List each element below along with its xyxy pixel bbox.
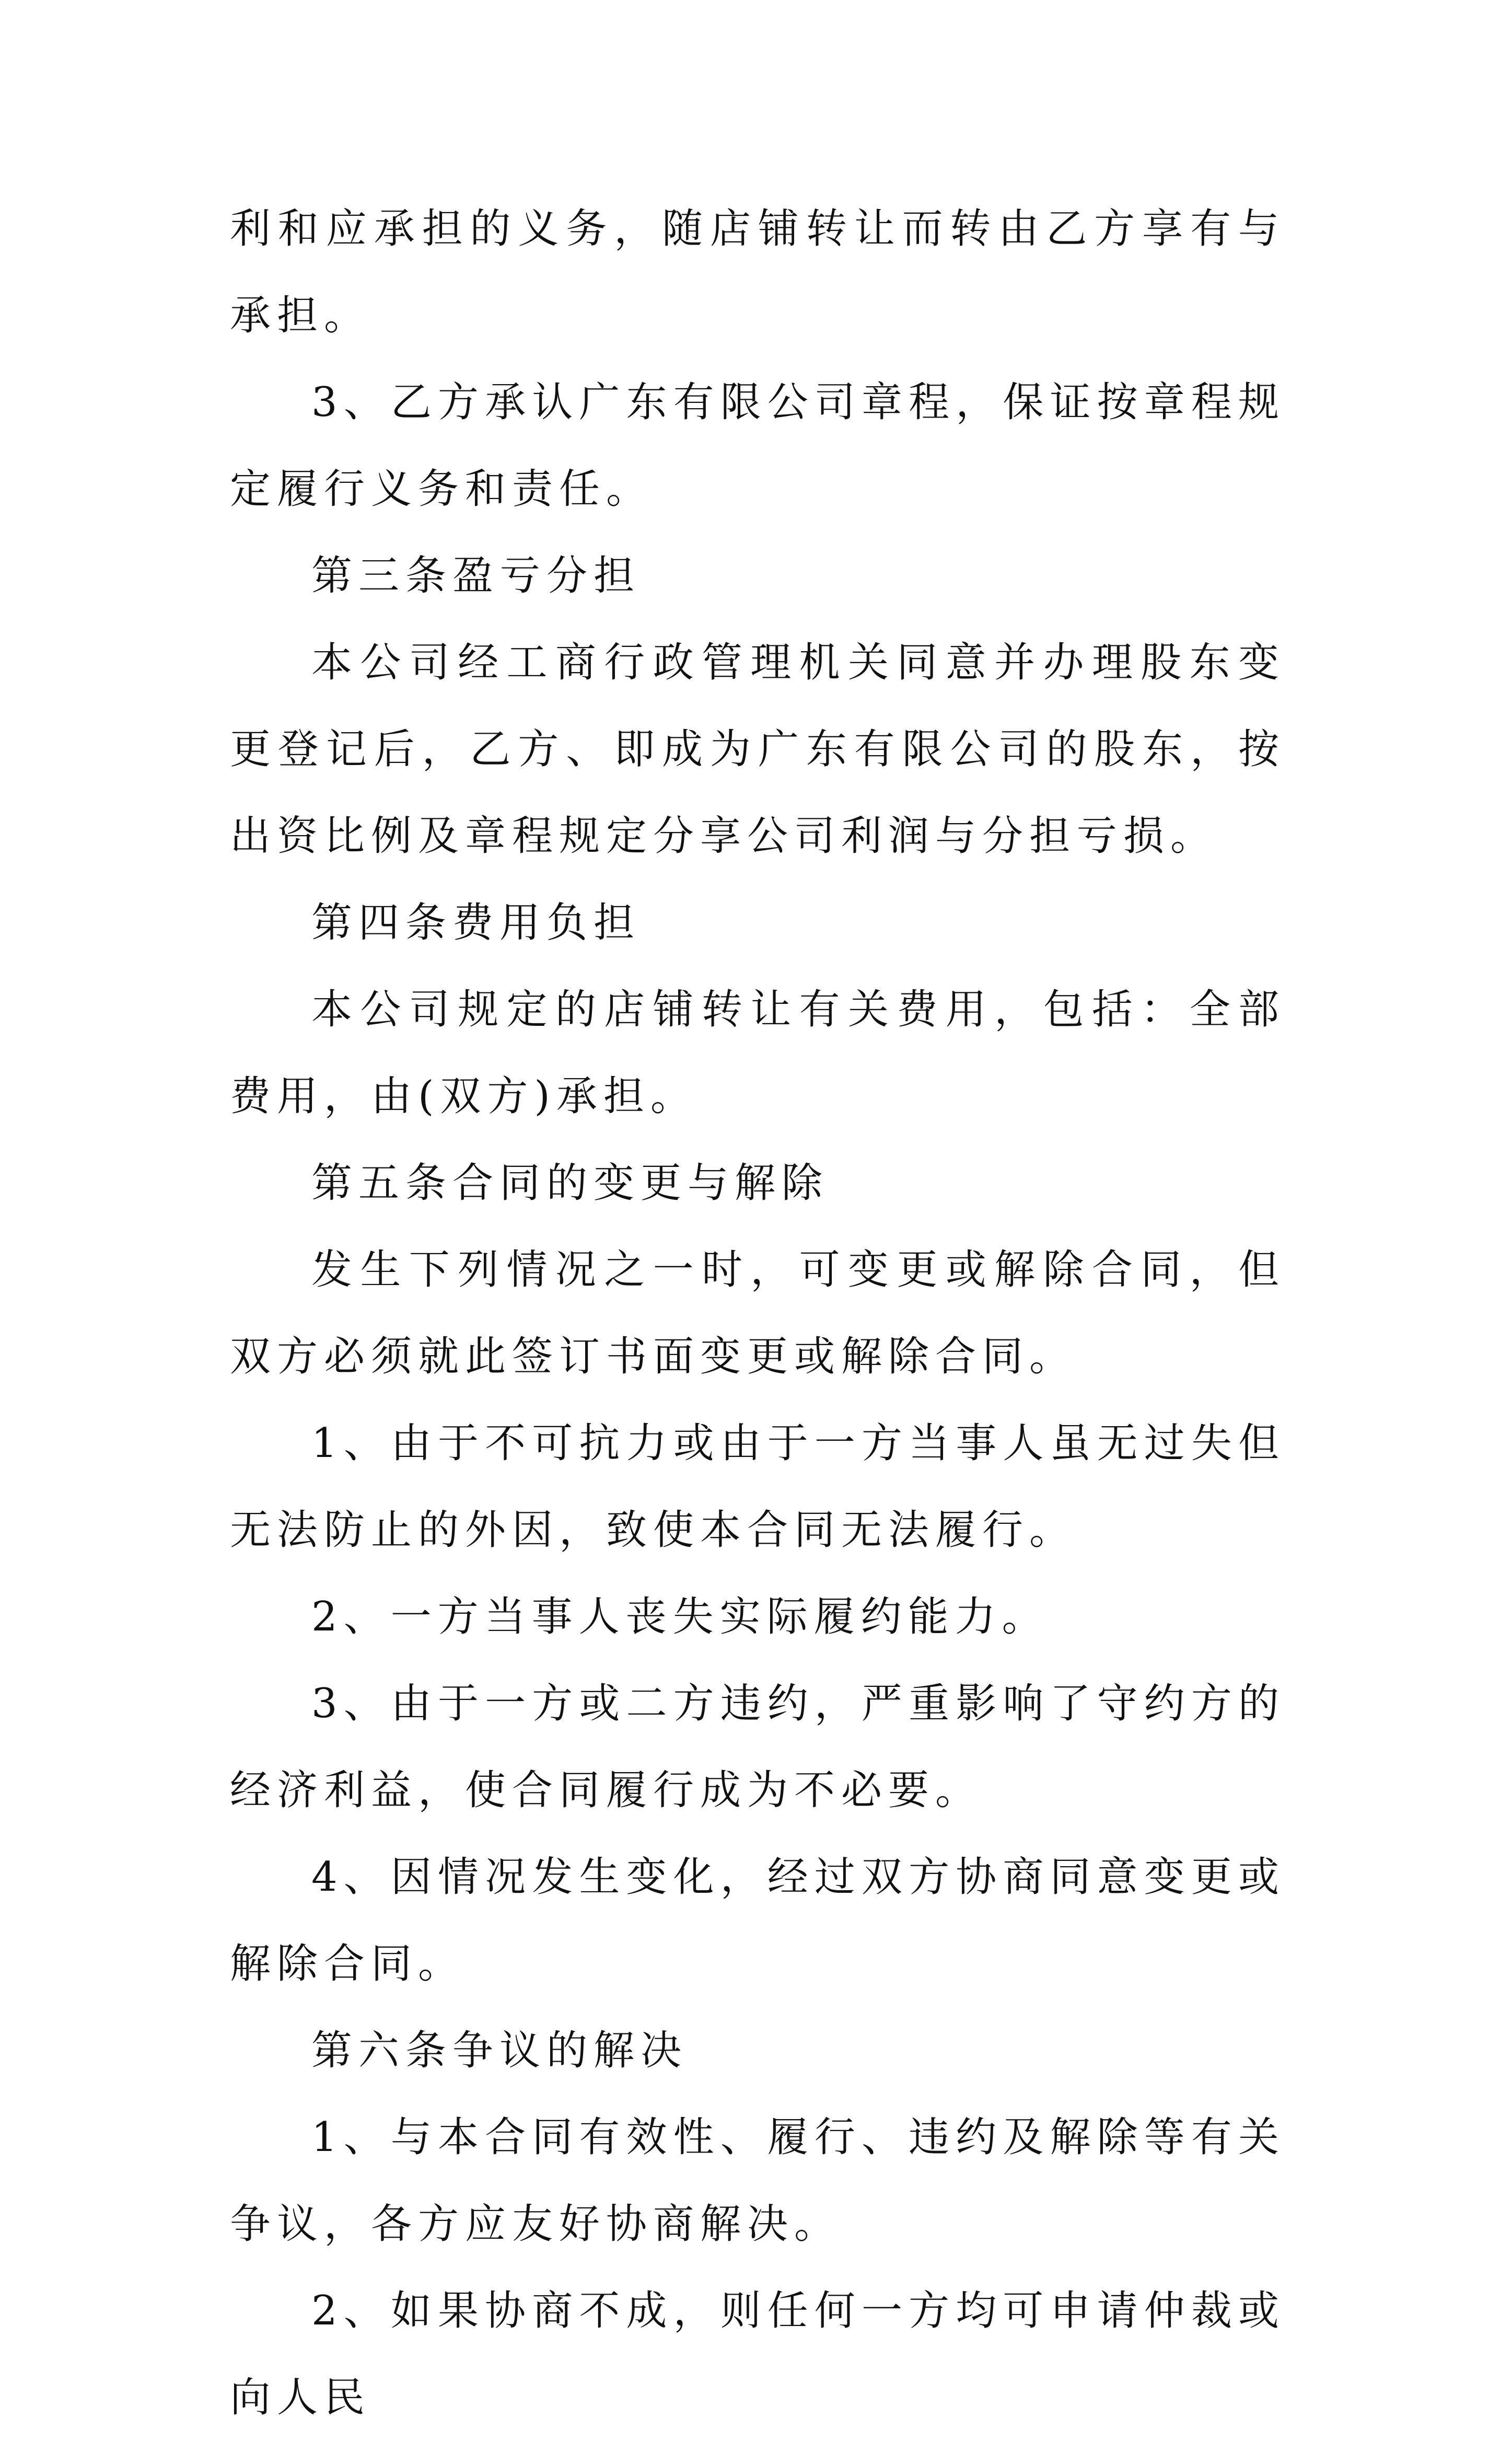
paragraph-article-3-body: 本公司经工商行政管理机关同意并办理股东变更登记后，乙方、即成为广东有限公司的股东，按出资比例及章程规定分享公司利润与分担亏损。 (230, 639, 1285, 860)
section-heading-article-5: 第五条合同的变更与解除 (311, 1160, 829, 1207)
paragraph-article-5-item-1: 1、由于不可抗力或由于一方当事人虽无过失但无法防止的外因，致使本合同无法履行。 (230, 1420, 1285, 1554)
document-body (230, 186, 1285, 2441)
paragraph-article-6-item-1: 1、与本合同有效性、履行、违约及解除等有关争议，各方应友好协商解决。 (230, 2114, 1285, 2248)
paragraph-article-5-intro: 发生下列情况之一时，可变更或解除合同，但双方必须就此签订书面变更或解除合同。 (230, 1246, 1285, 1380)
paragraph-article-5-item-4: 4、因情况发生变化，经过双方协商同意变更或解除合同。 (230, 1854, 1285, 1987)
section-heading-article-3: 第三条盈亏分担 (311, 552, 641, 599)
section-heading-article-4: 第四条费用负担 (311, 899, 641, 946)
paragraph-article-5-item-2: 2、一方当事人丧失实际履约能力。 (311, 1593, 1049, 1640)
paragraph-clause-2-3: 3、乙方承认广东有限公司章程，保证按章程规定履行义务和责任。 (230, 379, 1285, 513)
section-heading-article-6: 第六条争议的解决 (311, 2027, 688, 2074)
paragraph-article-5-item-3: 3、由于一方或二方违约，严重影响了守约方的经济利益，使合同履行成为不必要。 (230, 1680, 1285, 1814)
paragraph-article-4-body: 本公司规定的店铺转让有关费用，包括：全部费用，由(双方)承担。 (230, 986, 1285, 1120)
paragraph-article-6-item-2: 2、如果协商不成，则任何一方均可申请仲裁或向人民 (230, 2287, 1285, 2421)
paragraph-continuation: 利和应承担的义务，随店铺转让而转由乙方享有与承担。 (230, 205, 1285, 339)
